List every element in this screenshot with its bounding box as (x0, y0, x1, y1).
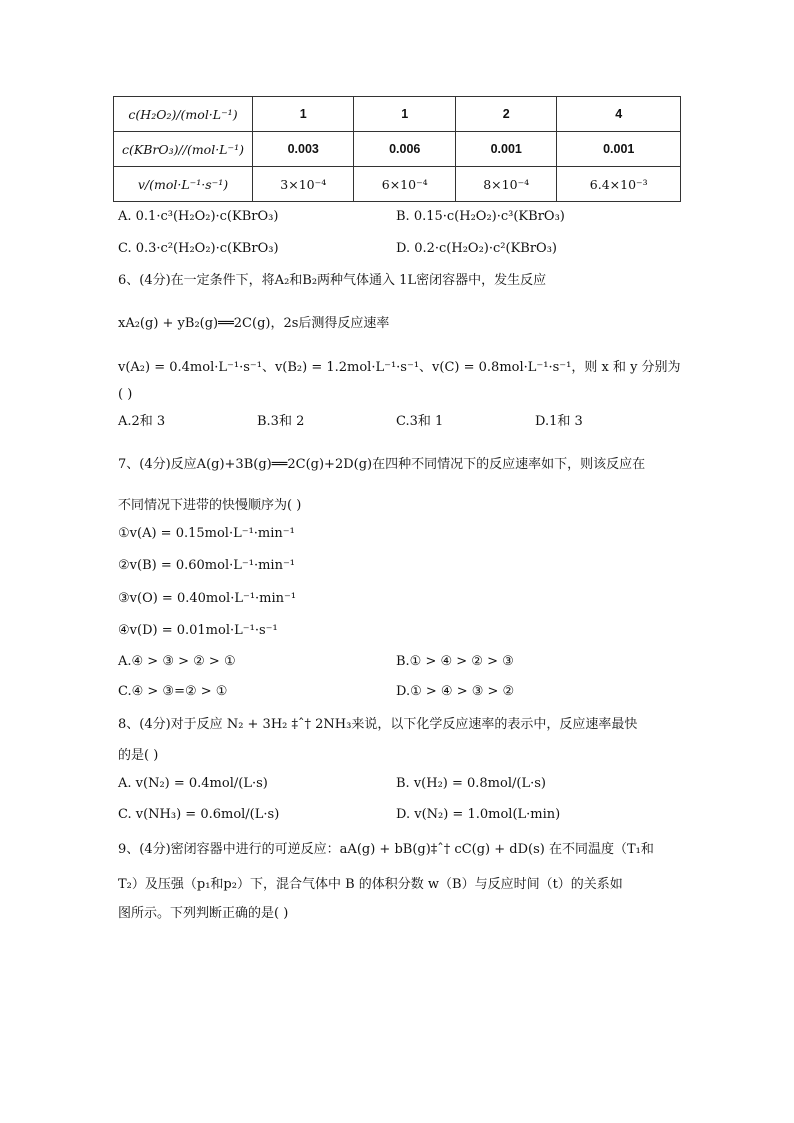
table-row (114, 167, 681, 202)
q7-option-a[interactable]: A.④ > ③ > ② > ① (118, 654, 236, 669)
table-cell: 0.001 (557, 132, 681, 167)
table-cell: 0.006 (354, 132, 455, 167)
q7-stem-line2: 不同情况下进带的快慢顺序为( ) (118, 498, 302, 513)
table-cell: 6×10⁻⁴ (354, 167, 455, 202)
q7-stem-line1: 7、(4分)反应A(g)+3B(g)══2C(g)+2D(g)在四种不同情况下的反应速率如下，则该反应在 (118, 457, 646, 472)
q5-option-d[interactable]: D. 0.2·c(H₂O₂)·c²(KBrO₃) (396, 241, 557, 256)
q6-stem-line4: ( ) (118, 387, 133, 402)
q6-stem-line1: 6、(4分)在一定条件下，将A₂和B₂两种气体通入 1L密闭容器中，发生反应 (118, 273, 547, 288)
table-row (114, 97, 681, 132)
row-label: v/(mol·L⁻¹·s⁻¹) (114, 167, 253, 202)
q5-option-b[interactable]: B. 0.15·c(H₂O₂)·c³(KBrO₃) (396, 209, 565, 224)
q5-option-c[interactable]: C. 0.3·c²(H₂O₂)·c(KBrO₃) (118, 241, 279, 256)
q7-option-b[interactable]: B.① > ④ > ② > ③ (396, 654, 514, 669)
q7-item-2: ②v(B) = 0.60mol·L⁻¹·min⁻¹ (118, 558, 296, 573)
table-row (114, 132, 681, 167)
q6-option-b[interactable]: B.3和 2 (257, 414, 305, 429)
q5-option-a[interactable]: A. 0.1·c³(H₂O₂)·c(KBrO₃) (118, 209, 279, 224)
q9-stem-line2: T₂）及压强（p₁和p₂）下，混合气体中 B 的体积分数 w（B）与反应时间（t）的关系如 (118, 877, 623, 892)
q8-stem-line2: 的是( ) (118, 748, 159, 763)
table-cell: 2 (455, 97, 556, 132)
q7-item-4: ④v(D) = 0.01mol·L⁻¹·s⁻¹ (118, 623, 278, 638)
table-cell: 4 (557, 97, 681, 132)
q9-stem-line3: 图所示。下列判断正确的是( ) (118, 906, 289, 921)
q6-stem-line2: xA₂(g) + yB₂(g)══2C(g)，2s后测得反应速率 (118, 316, 390, 331)
q7-option-d[interactable]: D.① > ④ > ③ > ② (396, 684, 515, 699)
q8-option-d[interactable]: D. v(N₂) = 1.0mol(L·min) (396, 807, 561, 822)
row-label: c(H₂O₂)/(mol·L⁻¹) (114, 97, 253, 132)
table-cell: 0.003 (253, 132, 354, 167)
q7-item-1: ①v(A) = 0.15mol·L⁻¹·min⁻¹ (118, 526, 295, 541)
q8-option-c[interactable]: C. v(NH₃) = 0.6mol/(L·s) (118, 807, 280, 822)
table-cell: 6.4×10⁻³ (557, 167, 681, 202)
q8-option-b[interactable]: B. v(H₂) = 0.8mol/(L·s) (396, 776, 546, 791)
q7-item-3: ③v(O) = 0.40mol·L⁻¹·min⁻¹ (118, 591, 297, 606)
q7-option-c[interactable]: C.④ > ③=② > ① (118, 684, 228, 699)
row-label: c(KBrO₃)//(mol·L⁻¹) (114, 132, 253, 167)
q8-stem-line1: 8、(4分)对于反应 N₂ + 3H₂ ‡ˆ† 2NH₃来说，以下化学反应速率的表示中，反应速率最快 (118, 717, 638, 732)
table-cell: 1 (354, 97, 455, 132)
table-cell: 0.001 (455, 132, 556, 167)
table-cell: 8×10⁻⁴ (455, 167, 556, 202)
q6-option-a[interactable]: A.2和 3 (118, 414, 166, 429)
table-cell: 3×10⁻⁴ (253, 167, 354, 202)
q9-stem-line1: 9、(4分)密闭容器中进行的可逆反应：aA(g) + bB(g)‡ˆ† cC(g) + dD(s) 在不同温度（T₁和 (118, 842, 654, 857)
q8-option-a[interactable]: A. v(N₂) = 0.4mol/(L·s) (118, 776, 268, 791)
q6-option-d[interactable]: D.1和 3 (535, 414, 583, 429)
rate-data-table (113, 96, 681, 202)
q6-option-c[interactable]: C.3和 1 (396, 414, 444, 429)
q6-stem-line3: v(A₂) = 0.4mol·L⁻¹·s⁻¹、v(B₂) = 1.2mol·L⁻¹·s⁻¹、v(C) = 0.8mol·L⁻¹·s⁻¹，则 x 和 y 分别为 (118, 360, 681, 375)
table-cell: 1 (253, 97, 354, 132)
